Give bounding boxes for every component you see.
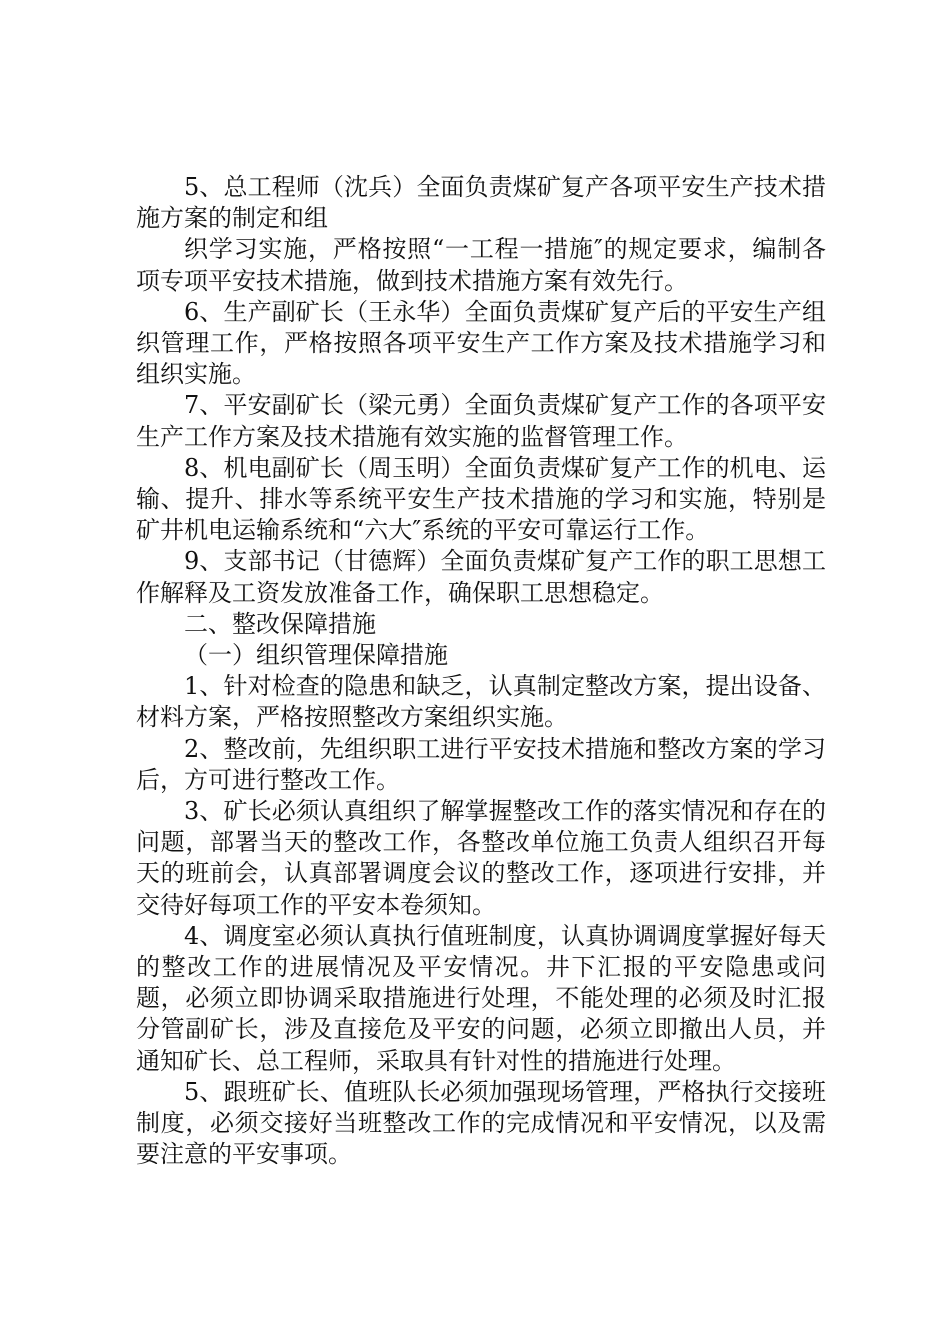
- paragraph-item-1: 1、针对检查的隐患和缺乏，认真制定整改方案，提出设备、材料方案，严格按照整改方案组织实施。: [136, 672, 826, 732]
- subsection-heading: （一）组织管理保障措施: [184, 641, 448, 670]
- paragraph-item-3: 3、矿长必须认真组织了解掌握整改工作的落实情况和存在的问题，部署当天的整改工作，各整改单位施工负责人组织召开每天的班前会，认真部署调度会议的整改工作，逐项进行安排，并交待好每项工作的平安本卷须知。: [136, 797, 826, 919]
- document-body: [136, 172, 826, 1171]
- paragraph-item-4: 4、调度室必须认真执行值班制度，认真协调调度掌握好每天的整改工作的进展情况及平安情况。井下汇报的平安隐患或问题，必须立即协调采取措施进行处理，不能处理的必须及时汇报分管副矿长，涉及直接危及平安的问题，必须立即撤出人员，并通知矿长、总工程师，采取具有针对性的措施进行处理。: [136, 921, 826, 1075]
- paragraph-safety-deputy: 7、平安副矿长（梁元勇）全面负责煤矿复产工作的各项平安生产工作方案及技术措施有效实施的监督管理工作。: [136, 391, 826, 451]
- paragraph-chief-engineer-continued: 织学习实施，严格按照“一工程一措施″的规定要求，编制各项专项平安技术措施，做到技术措施方案有效先行。: [136, 235, 826, 295]
- paragraph-electromechanical-deputy: 8、机电副矿长（周玉明）全面负责煤矿复产工作的机电、运输、提升、排水等系统平安生产技术措施的学习和实施，特别是矿井机电运输系统和“六大″系统的平安可靠运行工作。: [136, 453, 826, 545]
- paragraph-item-2: 2、整改前，先组织职工进行平安技术措施和整改方案的学习后，方可进行整改工作。: [136, 734, 826, 794]
- paragraph-production-deputy: 6、生产副矿长（王永华）全面负责煤矿复产后的平安生产组织管理工作，严格按照各项平安生产工作方案及技术措施学习和组织实施。: [136, 297, 826, 389]
- paragraph-party-secretary: 9、支部书记（甘德辉）全面负责煤矿复产工作的职工思想工作解释及工资发放准备工作，确保职工思想稳定。: [136, 547, 826, 607]
- paragraph-chief-engineer: 5、总工程师（沈兵）全面负责煤矿复产各项平安生产技术措施方案的制定和组: [136, 173, 826, 233]
- paragraph-item-5: 5、跟班矿长、值班队长必须加强现场管理，严格执行交接班制度，必须交接好当班整改工作的完成情况和平安情况，以及需要注意的平安事项。: [136, 1077, 826, 1169]
- section-heading: 二、整改保障措施: [184, 609, 376, 638]
